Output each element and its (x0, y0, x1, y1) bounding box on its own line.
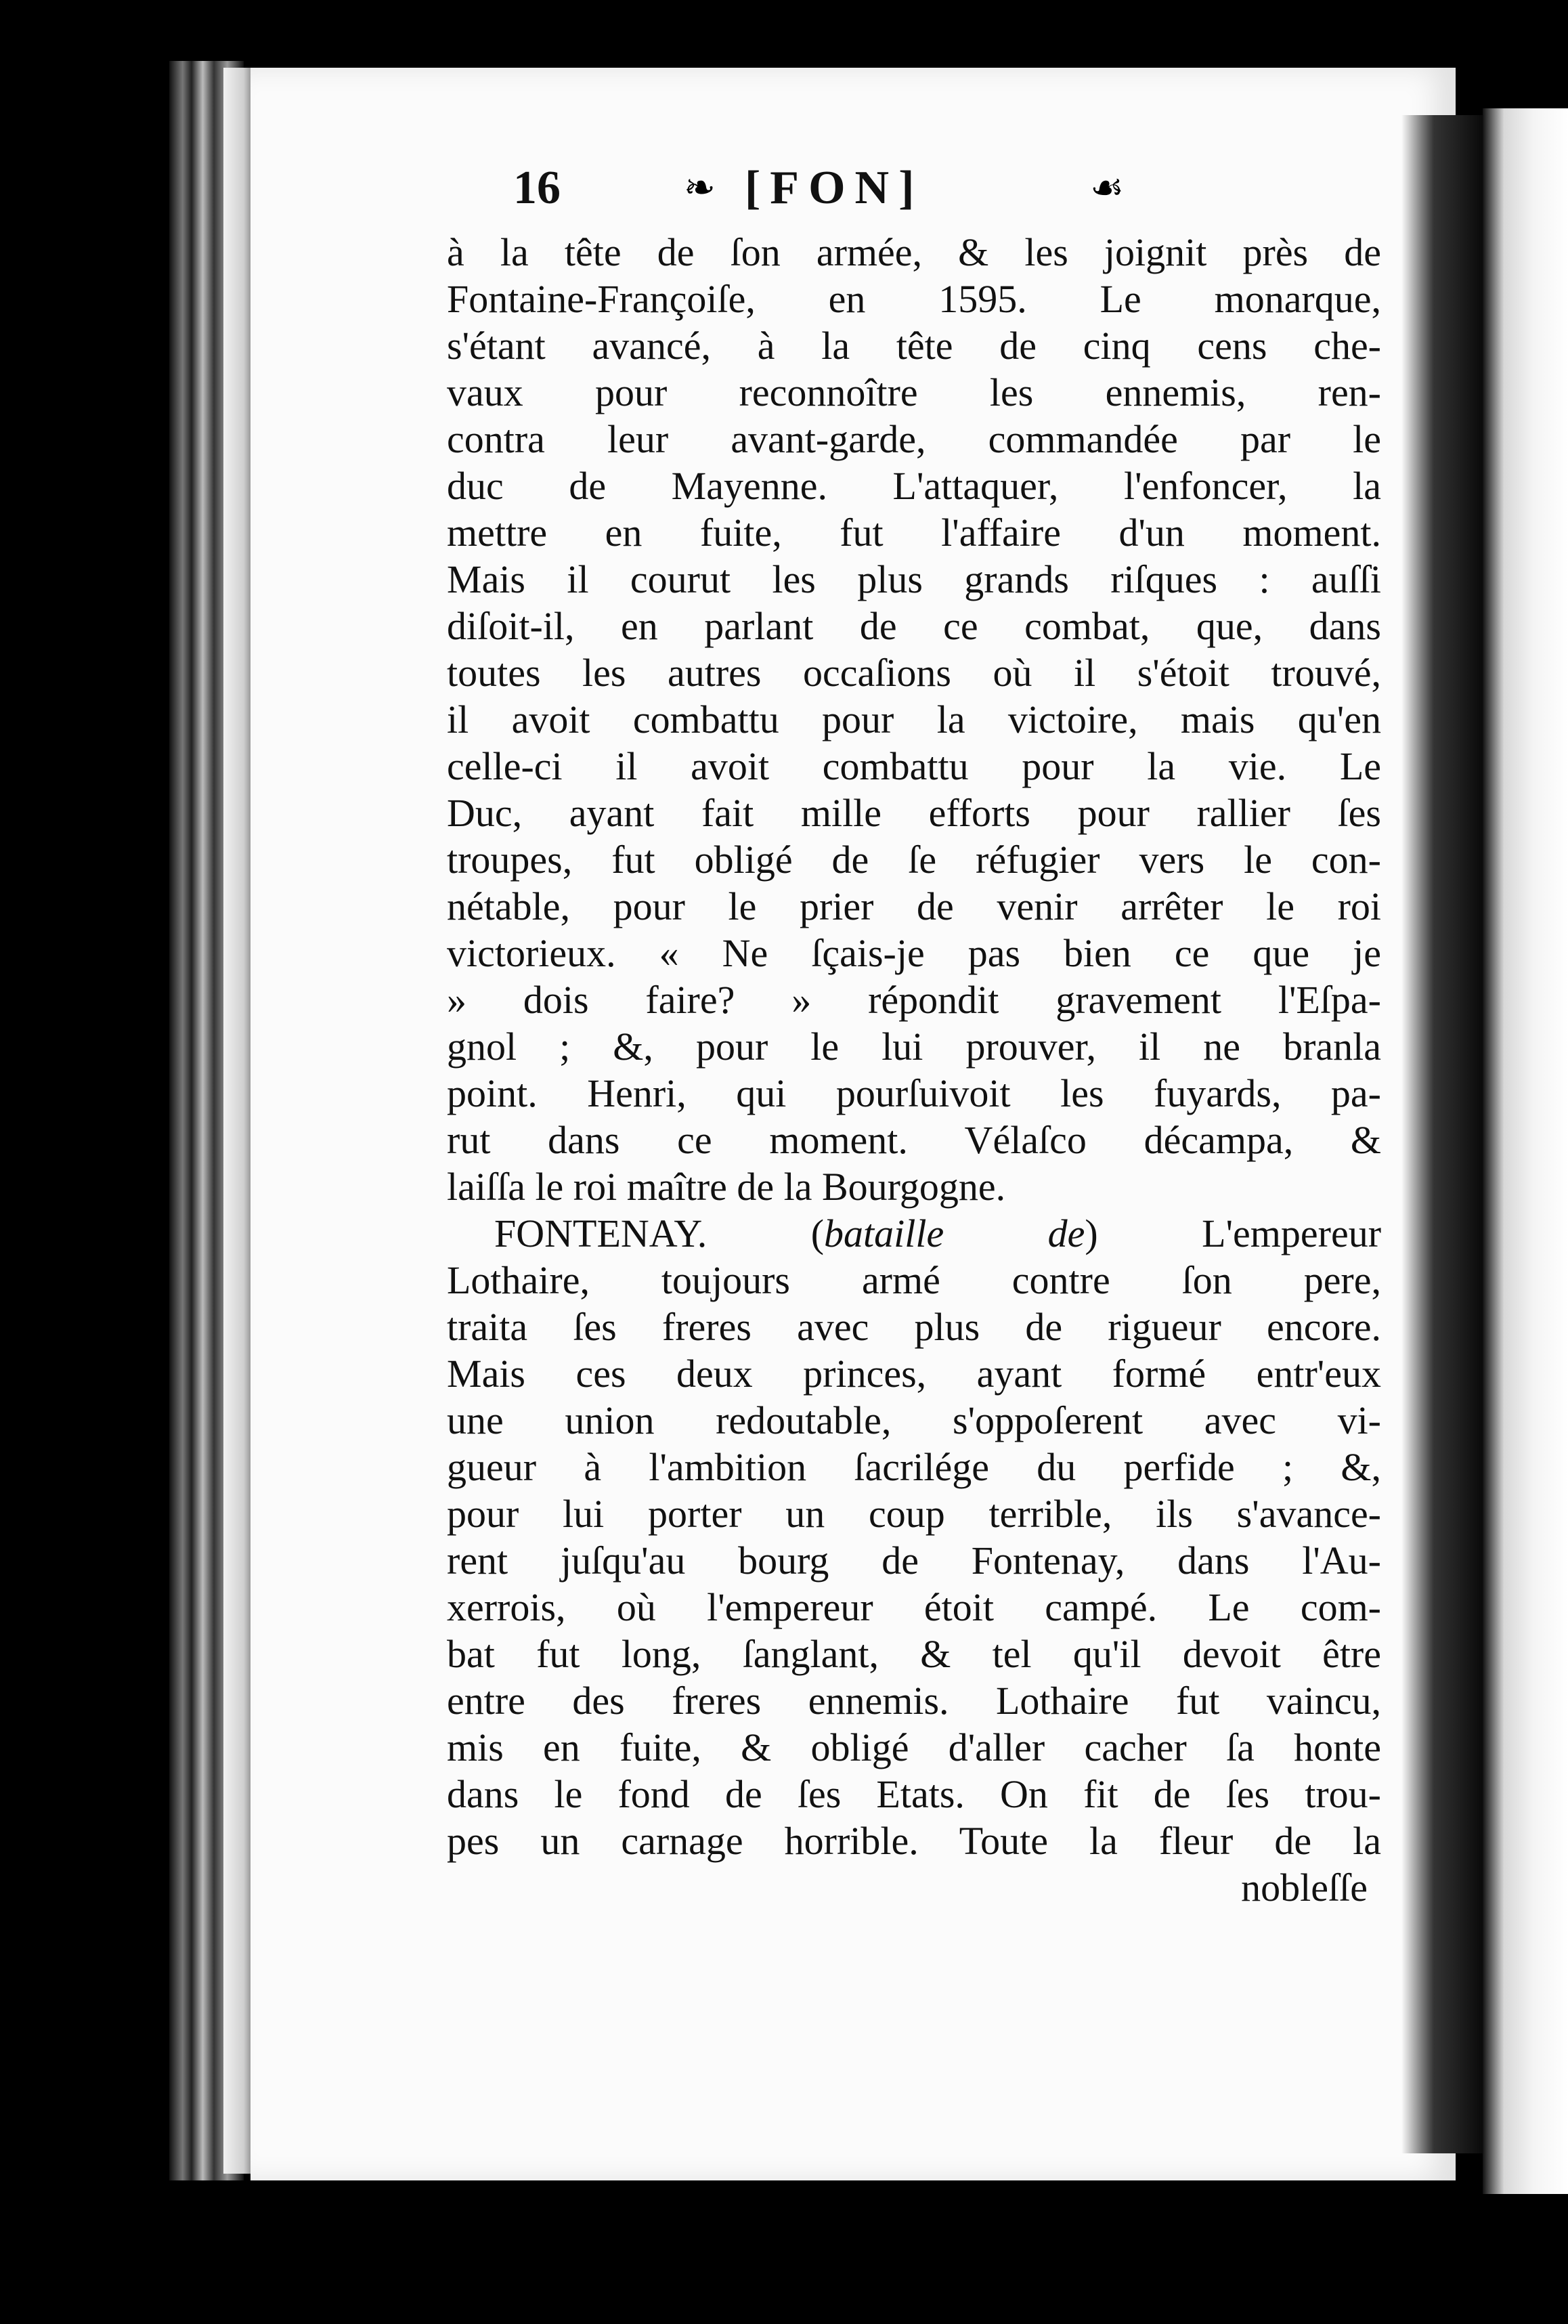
running-head (447, 148, 1381, 229)
text-line: toutes les autres occaſions où il s'étoit trouvé, (447, 651, 1381, 695)
text-line: dans le fond de ſes Etats. On fit de ſes trou- (447, 1772, 1381, 1816)
entry-subtitle: bataille de (824, 1211, 1085, 1255)
text-line: rent juſqu'au bourg de Fontenay, dans l'Au- (447, 1538, 1381, 1583)
text-line: contra leur avant-garde, commandée par le (447, 417, 1381, 461)
text-line: gnol ; &, pour le lui prouver, il ne branla (447, 1025, 1381, 1069)
text-line: xerrois, où l'empereur étoit campé. Le com- (447, 1585, 1381, 1629)
text-line: s'étant avancé, à la tête de cinq cens che- (447, 324, 1381, 368)
fleuron-left-icon: ❧ (684, 167, 716, 209)
text-line: à la tête de ſon armée, & les joignit près de (447, 230, 1381, 274)
text-line: » dois faire? » répondit gravement l'Eſpa- (447, 978, 1381, 1022)
text-line: entre des freres ennemis. Lothaire fut vaincu, (447, 1679, 1381, 1723)
paragraph-fontaine-francoise (447, 229, 1381, 1210)
fleuron-right-icon: ☙ (1090, 167, 1125, 209)
paren-close: ) (1085, 1211, 1098, 1255)
text-line: duc de Mayenne. L'attaquer, l'enfoncer, la (447, 464, 1381, 508)
first-line-rest: L'empereur (1202, 1211, 1382, 1255)
text-line: laiſſa le roi maître de la Bourgogne. (447, 1165, 1006, 1209)
text-line: nétable, pour le prier de venir arrêter le roi (447, 884, 1381, 928)
text-line: victorieux. « Ne ſçais-je pas bien ce que je (447, 931, 1381, 975)
text-line: pour lui porter un coup terrible, ils s'avance- (447, 1492, 1381, 1536)
text-line: Fontaine-Françoiſe, en 1595. Le monarque, (447, 277, 1381, 321)
paren-open: ( (810, 1211, 825, 1255)
text-line: il avoit combattu pour la victoire, mais qu'en (447, 697, 1381, 741)
text-line: Mais il courut les plus grands riſques : auſſi (447, 557, 1381, 601)
text-line: mettre en fuite, fut l'affaire d'un moment. (447, 511, 1381, 555)
text-line: diſoit-il, en parlant de ce combat, que, dans (447, 604, 1381, 648)
text-line: point. Henri, qui pourſuivoit les fuyards, pa- (447, 1071, 1381, 1115)
paragraph-fontenay (447, 1210, 1381, 1864)
text-line: Mais ces deux princes, ayant formé entr'eux (447, 1352, 1381, 1396)
text-line: gueur à l'ambition ſacrilége du perfide ; &, (447, 1445, 1381, 1489)
page-number: 16 (513, 162, 561, 214)
text-line: Lothaire, toujours armé contre ſon pere, (447, 1258, 1381, 1302)
catchword: nobleſſe (1241, 1866, 1368, 1910)
entry-headword: FONTENAY. (494, 1211, 707, 1255)
text-line: celle-ci il avoit combattu pour la vie. Le (447, 744, 1381, 788)
text-line: rut dans ce moment. Vélaſco décampa, & (447, 1118, 1381, 1162)
text-line: pes un carnage horrible. Toute la fleur de la (447, 1819, 1381, 1863)
text-line: bat fut long, ſanglant, & tel qu'il devoit être (447, 1632, 1381, 1676)
text-line: Duc, ayant fait mille efforts pour rallier ſes (447, 791, 1381, 835)
running-title: [FON] (745, 162, 924, 214)
entry-heading-line (447, 1210, 1381, 1257)
facing-page-edge (1483, 108, 1568, 2194)
text-line: vaux pour reconnoître les ennemis, ren- (447, 370, 1381, 414)
page-text-block (447, 148, 1381, 1911)
text-line: troupes, fut obligé de ſe réfugier vers le con- (447, 838, 1381, 882)
text-line: une union redoutable, s'oppoſerent avec vi- (447, 1398, 1381, 1442)
text-line: traita ſes freres avec plus de rigueur encore. (447, 1305, 1381, 1349)
gutter-shadow (1401, 115, 1483, 2153)
text-line: mis en fuite, & obligé d'aller cacher ſa honte (447, 1725, 1381, 1769)
